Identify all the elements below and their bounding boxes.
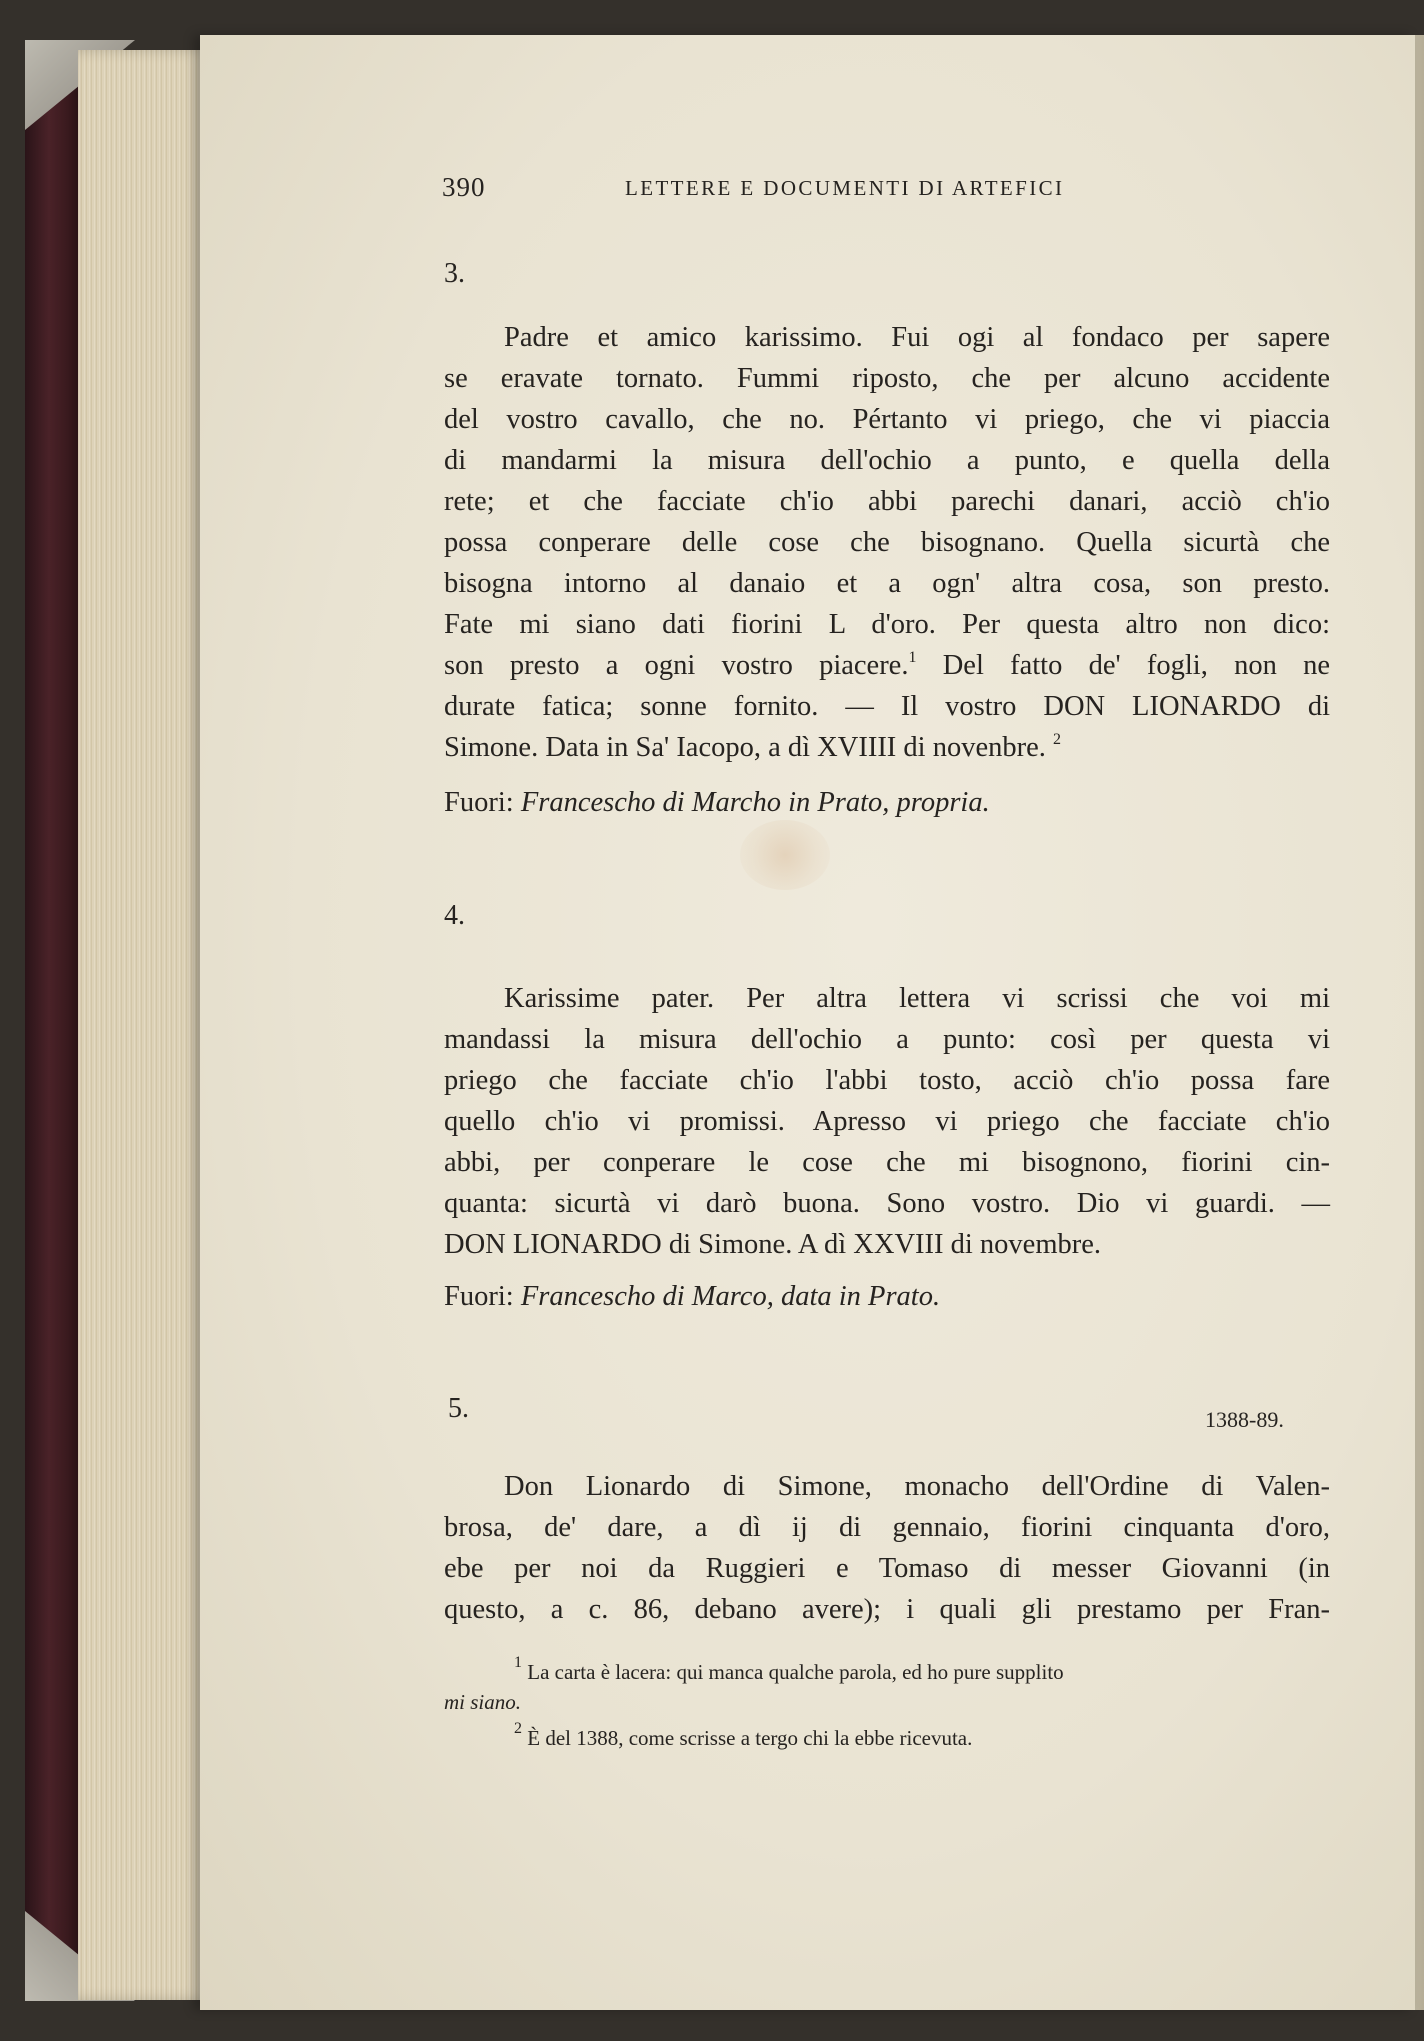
text-line: ebe per noi da Ruggieri e Tomaso di messer Giovanni (in: [444, 1553, 1330, 1584]
footnote-mark: 1: [514, 1654, 522, 1671]
page-stack-edge: [78, 50, 210, 2000]
line-part: Simone. Data in Sa' Iacopo, a dì XVIIII di novenbre.: [444, 732, 1046, 763]
text-line: brosa, de' dare, a dì ij di gennaio, fiorini cinquanta d'oro,: [444, 1512, 1330, 1543]
text-line: questo, a c. 86, debano avere); i quali gli prestamo per Fran-: [444, 1594, 1330, 1625]
line-part: Del fatto de' fogli, non ne: [916, 650, 1330, 681]
book-binding: [25, 40, 85, 2000]
fuori-text: Francescho di Marco, data in Prato.: [520, 1281, 941, 1312]
text-line: rete; et che facciate ch'io abbi parechi danari, acciò ch'io: [444, 486, 1330, 517]
page-number: 390: [442, 172, 486, 202]
text-line: bisogna intorno al danaio et a ogn' altra cosa, son presto.: [444, 568, 1330, 599]
text-line: priego che facciate ch'io l'abbi tosto, acciò ch'io possa fare: [444, 1065, 1330, 1096]
running-title: LETTERE E DOCUMENTI DI ARTEFICI: [625, 176, 1065, 200]
text-line: DON LIONARDO di Simone. A dì XXVIII di novembre.: [444, 1229, 1102, 1260]
section-number-4: 4.: [444, 900, 465, 931]
text-line: Padre et amico karissimo. Fui ogi al fondaco per sapere: [504, 322, 1330, 353]
letter-3-body: [444, 317, 1330, 768]
paper-stain: [740, 820, 830, 890]
footnote-italic: mi siano.: [444, 1690, 522, 1714]
footnote-1: [444, 1654, 1330, 1717]
fuori-label: Fuori:: [444, 1281, 514, 1312]
text-line: quello ch'io vi promissi. Apresso vi priego che facciate ch'io: [444, 1106, 1330, 1137]
fuori-text: Francescho di Marcho in Prato, propria.: [520, 787, 990, 818]
text-line: quanta: sicurtà vi darò buona. Sono vostro. Dio vi guardi. —: [444, 1188, 1330, 1219]
text-line: Karissime pater. Per altra lettera vi scrissi che voi mi: [504, 983, 1330, 1014]
text-line: mandassi la misura dell'ochio a punto: così per questa vi: [444, 1024, 1330, 1055]
section-number-5: 5.: [448, 1393, 469, 1424]
footnote-text: La carta è lacera: qui manca qualche parola, ed ho pure supplito: [527, 1660, 1064, 1684]
footnote-ref-2[interactable]: 2: [1053, 731, 1062, 748]
page-header: [442, 172, 1162, 206]
text-line: abbi, per conperare le cose che mi bisognono, fiorini cin-: [444, 1147, 1330, 1178]
ledger-entry-5: [444, 1466, 1330, 1630]
entry-date: 1388-89.: [1205, 1407, 1284, 1432]
text-line: di mandarmi la misura dell'ochio a punto, e quella della: [444, 445, 1330, 476]
footnote-2: [444, 1720, 1330, 1753]
letter-4-body: [444, 978, 1330, 1265]
fuori-address-3: [444, 787, 990, 819]
footnote-ref-1[interactable]: 1: [908, 649, 917, 666]
text-line: Fate mi siano dati fiorini L d'oro. Per questa altro non dico:: [444, 609, 1330, 640]
footnote-text: È del 1388, come scrisse a tergo chi la ebbe ricevuta.: [527, 1726, 973, 1750]
footnote-line: [444, 1720, 973, 1750]
footnote-mark: 2: [514, 1720, 522, 1737]
text-line-with-footnote: [444, 727, 1330, 768]
fuori-address-4: [444, 1281, 940, 1313]
text-line: del vostro cavallo, che no. Pértanto vi priego, che vi piaccia: [444, 404, 1330, 435]
section-number-3: 3.: [444, 258, 465, 289]
text-line-with-footnote: [444, 645, 1330, 686]
text-line: possa conperare delle cose che bisognano. Quella sicurtà che: [444, 527, 1330, 558]
fuori-label: Fuori:: [444, 787, 514, 818]
line-part: son presto a ogni vostro piacere.: [444, 650, 909, 681]
text-line: Don Lionardo di Simone, monacho dell'Ordine di Valen-: [504, 1471, 1330, 1502]
footnote-line: [444, 1654, 1064, 1684]
text-line: durate fatica; sonne fornito. — Il vostro DON LIONARDO di: [444, 691, 1330, 722]
text-line: se eravate tornato. Fummi riposto, che per alcuno accidente: [444, 363, 1330, 394]
